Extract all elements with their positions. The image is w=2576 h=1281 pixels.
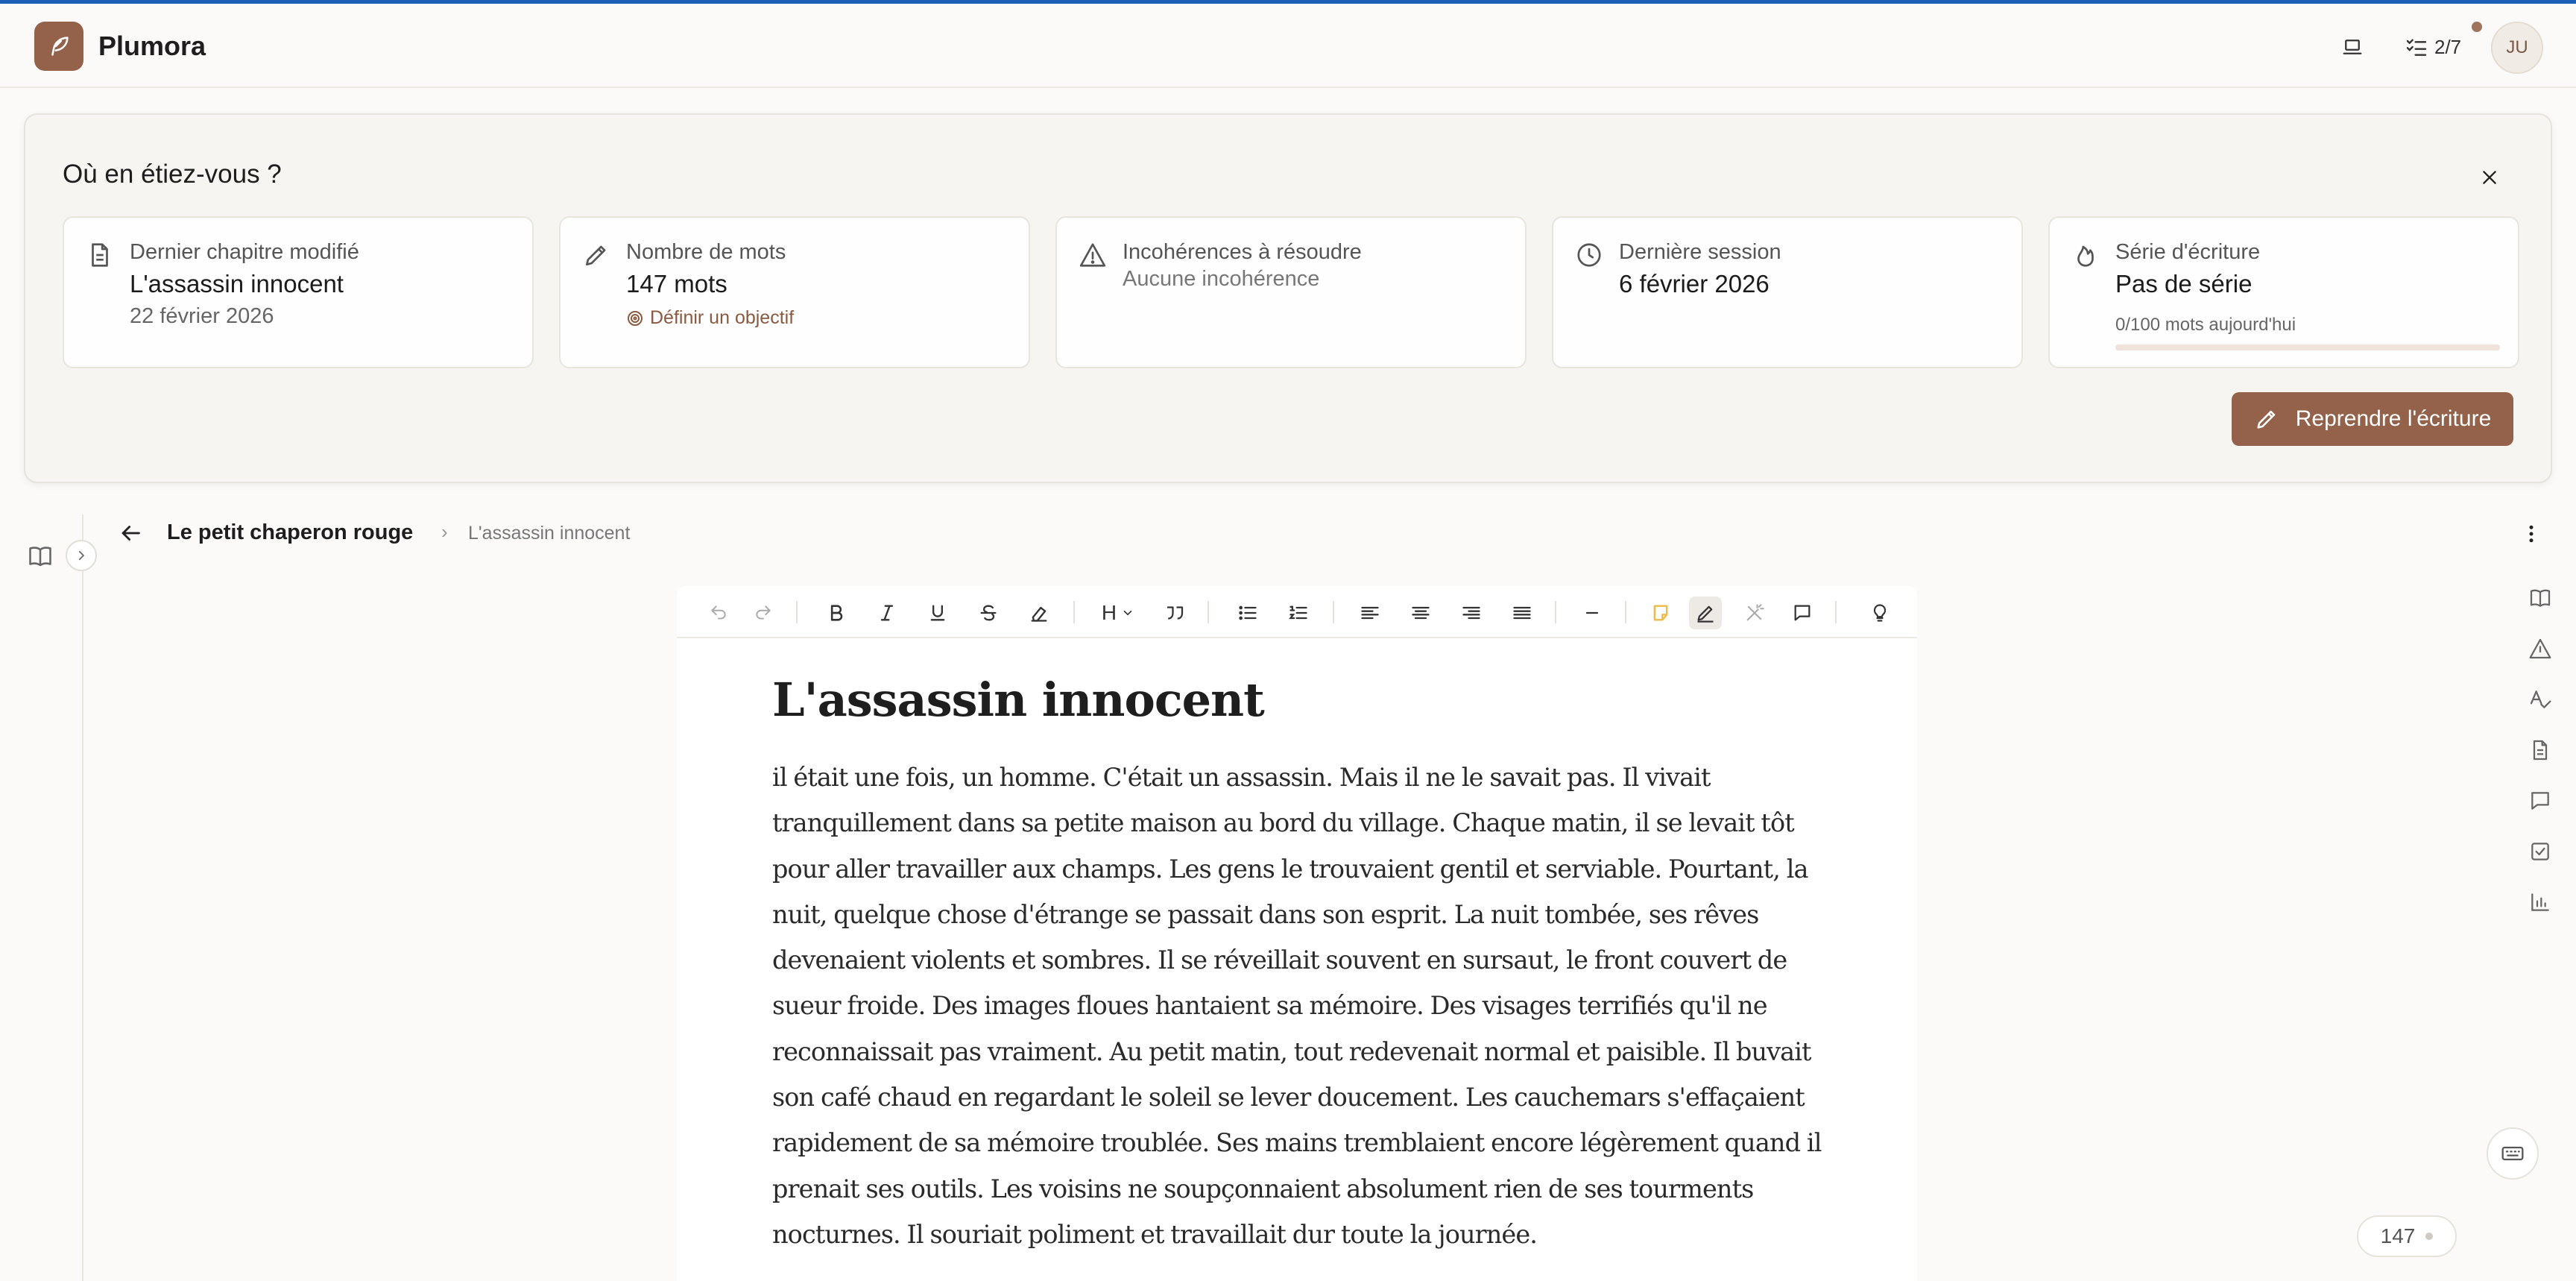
avatar[interactable]: JU	[2491, 22, 2543, 74]
card-value: Pas de série	[2115, 270, 2253, 298]
eraser-icon	[1029, 602, 1049, 623]
card-value: Aucune incohérence	[1123, 267, 1320, 291]
toolbar-divider	[1333, 601, 1334, 623]
card-value: 147 mots	[626, 270, 727, 298]
card-label: Série d'écriture	[2115, 240, 2261, 264]
checklist-icon	[2405, 35, 2428, 59]
bullet-list-icon	[1237, 602, 1258, 623]
document-icon	[83, 239, 116, 271]
sticky-note-icon	[1650, 602, 1671, 623]
highlight-color-button[interactable]	[1644, 597, 1677, 629]
card-label: Dernière session	[1619, 240, 1781, 264]
align-right-button[interactable]	[1455, 597, 1488, 629]
more-options-button[interactable]	[2516, 519, 2546, 549]
breadcrumb-book[interactable]: Le petit chaperon rouge	[167, 520, 414, 544]
back-button[interactable]	[118, 520, 145, 547]
strikethrough-icon	[978, 602, 999, 623]
align-right-icon	[1461, 602, 1482, 623]
justify-button[interactable]	[1506, 597, 1538, 629]
underline-button[interactable]	[921, 597, 954, 629]
spellcheck-icon[interactable]	[2524, 683, 2557, 716]
streak-progress-text: 0/100 mots aujourd'hui	[2115, 315, 2296, 335]
word-count-value: 147	[2380, 1224, 2416, 1247]
tasks-button[interactable]	[2405, 29, 2461, 65]
arrow-left-icon	[118, 520, 143, 546]
keyboard-shortcuts-button[interactable]	[2487, 1127, 2539, 1180]
set-goal-link[interactable]	[626, 307, 794, 329]
strikethrough-button[interactable]	[972, 597, 1005, 629]
italic-icon	[877, 602, 897, 623]
bold-icon	[826, 602, 847, 623]
minus-icon	[1582, 602, 1603, 623]
bar-chart-icon[interactable]	[2524, 886, 2557, 919]
chevron-right-icon	[75, 549, 88, 562]
app-header	[0, 4, 2576, 88]
quote-icon	[1164, 602, 1186, 624]
card-value: 6 février 2026	[1619, 270, 1770, 298]
clear-format-button[interactable]	[1023, 597, 1055, 629]
left-rail	[0, 514, 83, 1281]
magic-wand-button[interactable]	[1738, 597, 1771, 629]
ideas-button[interactable]	[1863, 597, 1896, 629]
justify-icon	[1512, 602, 1532, 623]
close-icon	[2480, 168, 2499, 187]
warning-icon	[1076, 239, 1109, 271]
breadcrumb-chapter[interactable]: L'assassin innocent	[468, 523, 631, 544]
heading-label: H	[1101, 601, 1117, 624]
breadcrumb-separator: ›	[441, 520, 448, 543]
chapter-title[interactable]: L'assassin innocent	[772, 673, 1264, 727]
magic-wand-icon	[1744, 602, 1765, 623]
app-name: Plumora	[98, 31, 206, 61]
numbered-list-button[interactable]	[1282, 597, 1315, 629]
word-count-card	[559, 216, 1030, 368]
card-label: Nombre de mots	[626, 240, 786, 264]
close-button[interactable]	[2473, 161, 2506, 194]
pencil-icon	[1695, 602, 1716, 623]
inconsistencies-card[interactable]	[1055, 216, 1527, 368]
card-value: L'assassin innocent	[130, 270, 344, 298]
toolbar-divider	[1208, 601, 1209, 623]
card-label: Dernier chapitre modifié	[130, 240, 359, 264]
warning-icon[interactable]	[2524, 632, 2557, 665]
book-icon[interactable]	[2524, 582, 2557, 614]
align-center-button[interactable]	[1404, 597, 1437, 629]
toolbar-divider	[1625, 601, 1626, 623]
annotate-button[interactable]	[1689, 597, 1722, 629]
book-icon[interactable]	[27, 543, 57, 573]
bullet-list-button[interactable]	[1231, 597, 1264, 629]
last-session-card	[1552, 216, 2023, 368]
flame-icon	[2069, 239, 2102, 271]
streak-card	[2048, 216, 2519, 368]
pencil-icon	[580, 239, 613, 271]
editor-toolbar	[677, 586, 1917, 638]
numbered-list-icon	[1288, 602, 1309, 623]
comment-icon[interactable]	[2524, 784, 2557, 817]
last-chapter-card[interactable]	[63, 216, 534, 368]
resume-writing-button[interactable]	[2232, 392, 2513, 446]
checkbox-icon[interactable]	[2524, 835, 2557, 868]
redo-icon	[754, 603, 773, 623]
chapter-body[interactable]: il était une fois, un homme. C'était un assassin. Mais il ne le savait pas. Il vivait tranquillement dans sa petite maison au bord du village. Chaque matin, il se levait tôt pour aller travailler aux champs. Les gens le trouvaient gentil et serviable. Pourtant, la nuit, quelque chose d'étrange se passait dans son esprit. La nuit tombée, ses rêves devenaient violents et sombres. Il se réveillait souvent en sursaut, le front couvert de sueur froide. Des images floues hantaient sa mémoire. Des visages terrifiés qu'il ne reconnaissait pas vraiment. Au petit matin, tout redevenait normal et paisible. Il buvait son café chaud en regardant le soleil se lever doucement. Les cauchemars s'effaçaient rapidement de sa mémoire troublée. Ses mains tremblaient encore légèrement quand il prenait ses outils. Les voisins ne soupçonnaient absolument rien de ses tourments nocturnes. Il souriait poliment et travaillait dur toute la journée.	[772, 763, 1822, 1249]
tasks-count: 2/7	[2434, 35, 2462, 58]
more-vertical-icon	[2520, 523, 2542, 545]
card-label: Incohérences à résoudre	[1123, 240, 1362, 264]
clock-icon	[1573, 239, 1606, 271]
panel-title: Où en étiez-vous ?	[63, 160, 282, 189]
horizontal-rule-button[interactable]	[1576, 597, 1609, 629]
heading-dropdown[interactable]	[1096, 597, 1140, 629]
redo-button[interactable]	[747, 597, 780, 629]
editor-page[interactable]	[677, 638, 1917, 1281]
resume-panel	[24, 113, 2552, 483]
toolbar-divider	[1835, 601, 1837, 623]
quote-button[interactable]	[1158, 597, 1191, 629]
align-left-icon	[1360, 602, 1380, 623]
comment-icon	[1792, 602, 1813, 623]
app-logo[interactable]	[34, 22, 83, 71]
bold-button[interactable]	[820, 597, 853, 629]
chevron-down-icon	[1121, 606, 1134, 620]
toolbar-divider	[1073, 601, 1075, 623]
card-date: 22 février 2026	[130, 304, 274, 328]
pencil-icon	[2254, 406, 2279, 432]
target-icon	[626, 309, 644, 327]
keyboard-icon	[2501, 1142, 2525, 1165]
toolbar-divider	[1555, 601, 1556, 623]
undo-button[interactable]	[702, 597, 735, 629]
feather-icon	[46, 34, 72, 59]
word-count-badge[interactable]	[2357, 1215, 2457, 1257]
align-center-icon	[1410, 602, 1431, 623]
set-goal-label: Définir un objectif	[650, 307, 795, 328]
lightbulb-icon	[1869, 602, 1890, 623]
italic-button[interactable]	[871, 597, 903, 629]
align-left-button[interactable]	[1354, 597, 1386, 629]
undo-icon	[709, 603, 728, 623]
status-dot	[2425, 1233, 2433, 1240]
streak-progress-bar	[2115, 344, 2500, 350]
toolbar-divider	[796, 601, 798, 623]
notification-dot	[2472, 22, 2482, 32]
laptop-icon[interactable]	[2337, 32, 2367, 62]
document-icon[interactable]	[2524, 734, 2557, 767]
breadcrumb	[83, 514, 2521, 550]
comment-button[interactable]	[1786, 597, 1819, 629]
resume-writing-label: Reprendre l'écriture	[2295, 406, 2492, 431]
underline-icon	[927, 602, 948, 623]
